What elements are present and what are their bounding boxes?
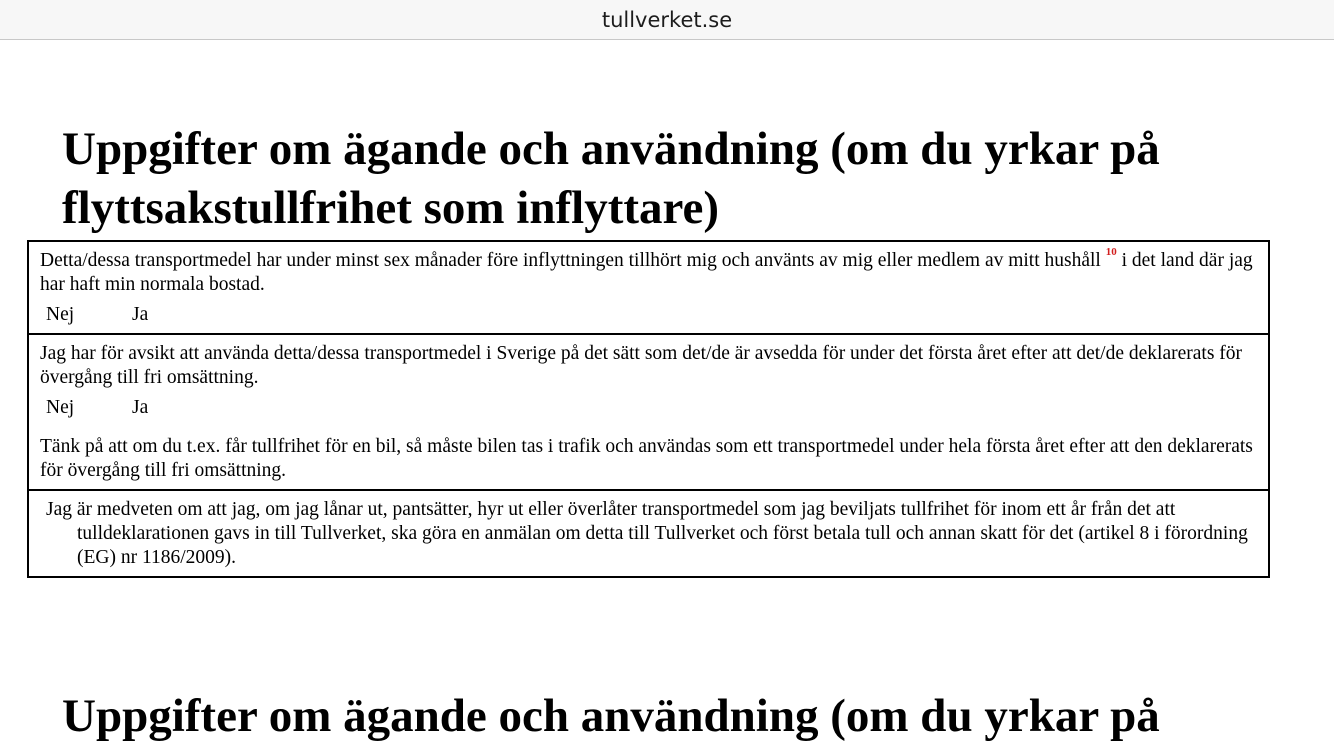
next-section-title: Uppgifter om ägande och användning (om du yrkar på	[62, 690, 1160, 742]
usage-note: Tänk på att om du t.ex. får tullfrihet för en bil, så måste bilen tas i trafik och användas som ett transportmedel under hela första året efter att den deklarerats för övergång till fri omsättning.	[40, 436, 1253, 481]
option-no[interactable]: Nej	[46, 304, 75, 325]
footnote-marker[interactable]: 10	[1105, 246, 1117, 258]
usage-question-row	[29, 335, 1268, 491]
address-bar[interactable]	[0, 0, 1334, 40]
section-title: Uppgifter om ägande och användning (om du yrkar på flyttsakstullfrihet som inflyttare)	[62, 123, 1160, 234]
url-text: tullverket.se	[601, 7, 733, 32]
awareness-statement-text: Jag är medveten om att jag, om jag lånar ut, pantsätter, hyr ut eller överlåter transportmedel som jag beviljats tullfrihet för inom ett år från det att tulldeklarationen gavs in till Tullverket, ska göra en anmälan om detta till Tullverket och först betala tull och annan skatt för det (artikel 8 i förordning (EG) nr 1186/2009).	[46, 499, 1248, 568]
ownership-form-box	[27, 240, 1270, 578]
usage-choice-group	[40, 396, 1258, 420]
option-yes[interactable]: Ja	[132, 397, 149, 418]
option-no[interactable]: Nej	[46, 397, 75, 418]
ownership-choice-group	[40, 303, 1258, 327]
ownership-question-row	[29, 242, 1268, 335]
ownership-question-text: Detta/dessa transportmedel har under minst sex månader före inflyttningen tillhört mig och använts av mig eller medlem av mitt hushåll $^{10}$ i det land där jag har haft min normala bostad.	[40, 246, 1253, 295]
page-content	[0, 40, 1334, 750]
option-yes[interactable]: Ja	[132, 304, 149, 325]
awareness-statement-row	[29, 491, 1268, 576]
usage-question-text: Jag har för avsikt att använda detta/dessa transportmedel i Sverige på det sätt som det/de är avsedda för under det första året efter att det/de deklarerats för övergång till fri omsättning.	[40, 343, 1243, 388]
